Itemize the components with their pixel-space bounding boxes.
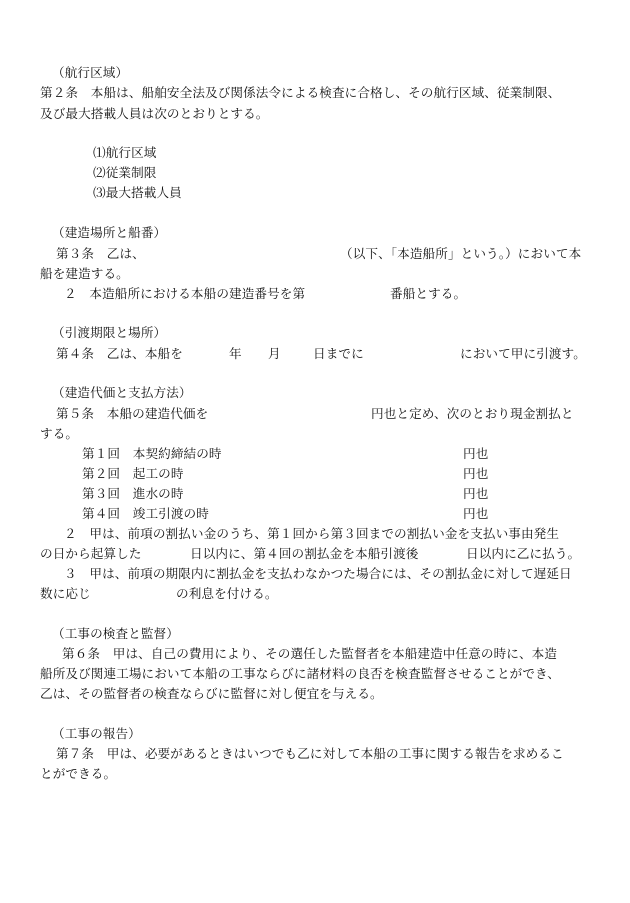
article-4-month: 月 (268, 346, 281, 361)
article-4-year: 年 (229, 346, 242, 361)
article-6-line-2: 船所及び関連工場において本船の工事ならびに諸材料の良否を検査監督させることができ、 (40, 666, 560, 681)
article-6-line-3: 乙は、その監督者の検査ならびに監督に対し便宜を与える。 (40, 686, 383, 701)
payment-1-unit: 円也 (463, 446, 489, 461)
article-5-line-1b: 円也と定め、次のとおり現金割払と (371, 406, 574, 421)
article-5-para-2-line-2c: 日以内に乙に払う。 (466, 546, 581, 561)
payment-3-label: 第３回 進水の時 (82, 486, 184, 501)
article-5-line-2: する。 (40, 426, 79, 441)
article-4-text-a: 第４条 乙は、本船を (56, 346, 183, 361)
article-5-para-3-line-2a: 数に応じ (40, 586, 91, 601)
payment-3-unit: 円也 (463, 486, 489, 501)
article-5-para-2-line-2b: 日以内に、第４回の割払金を本船引渡後 (190, 546, 419, 561)
article-3-line-2: 船を建造する。 (40, 266, 129, 281)
heading-article-2: （航行区域） (52, 65, 129, 80)
article-3-line-1a: 第３条 乙は、 (56, 246, 145, 261)
list-item-service-restriction: ⑵従業制限 (93, 165, 157, 180)
article-5-para-3-text: ３ 甲は、前項の期限内に割払金を支払わなかつた場合には、その割払金に対して遅延日 (64, 566, 572, 581)
heading-article-4: （引渡期限と場所） (52, 325, 167, 340)
article-5-para-3-line-1 (64, 568, 588, 581)
article-7-line-1: 第７条 甲は、必要があるときはいつでも乙に対して本船の工事に関する報告を求めるこ (56, 746, 564, 761)
article-5-para-2-text: ２ 甲は、前項の割払い金のうち、第１回から第３回までの割払い金を支払い事由発生 (64, 526, 560, 541)
article-4-text-b: 日までに (313, 346, 364, 361)
article-3-para-2a: ２ 本造船所における本船の建造番号を第 (64, 286, 306, 301)
article-2-line-2: 及び最大搭載人員は次のとおりとする。 (40, 106, 269, 121)
heading-article-6: （工事の検査と監督） (52, 626, 179, 641)
article-6-line-1: 第６条 甲は、自己の費用により、その選任した監督者を本船建造中任意の時に、本造 (62, 646, 558, 661)
article-3-line-1b: （以下、「本造船所」という。）において本 (340, 246, 582, 261)
article-5-para-2-line-2a: の日から起算した (40, 546, 142, 561)
list-item-navigation-area: ⑴航行区域 (93, 145, 157, 160)
article-2-text: 第２条 本船は、船舶安全法及び関係法令による検査に合格し、その航行区域、従業制限、 (40, 85, 561, 100)
heading-article-5: （建造代価と支払方法） (52, 385, 192, 400)
payment-1-label: 第１回 本契約締結の時 (82, 446, 222, 461)
article-4-text-c: において甲に引渡す。 (460, 346, 586, 361)
payment-4-label: 第４回 竣工引渡の時 (82, 506, 209, 521)
payment-2-label: 第２回 起工の時 (82, 466, 184, 481)
article-5-para-2-line-1 (64, 528, 588, 541)
list-item-max-capacity: ⑶最大搭載人員 (93, 185, 182, 200)
article-5-para-3-line-2b: の利息を付ける。 (176, 586, 278, 601)
heading-article-7: （工事の報告） (52, 726, 141, 741)
article-5-line-1a: 第５条 本船の建造代価を (56, 406, 209, 421)
payment-2-unit: 円也 (463, 466, 489, 481)
payment-4-unit: 円也 (463, 506, 489, 521)
article-3-para-2b: 番船とする。 (390, 286, 467, 301)
heading-article-3: （建造場所と船番） (52, 225, 167, 240)
article-7-line-2: とができる。 (40, 766, 117, 781)
article-2-line-1 (40, 87, 588, 100)
